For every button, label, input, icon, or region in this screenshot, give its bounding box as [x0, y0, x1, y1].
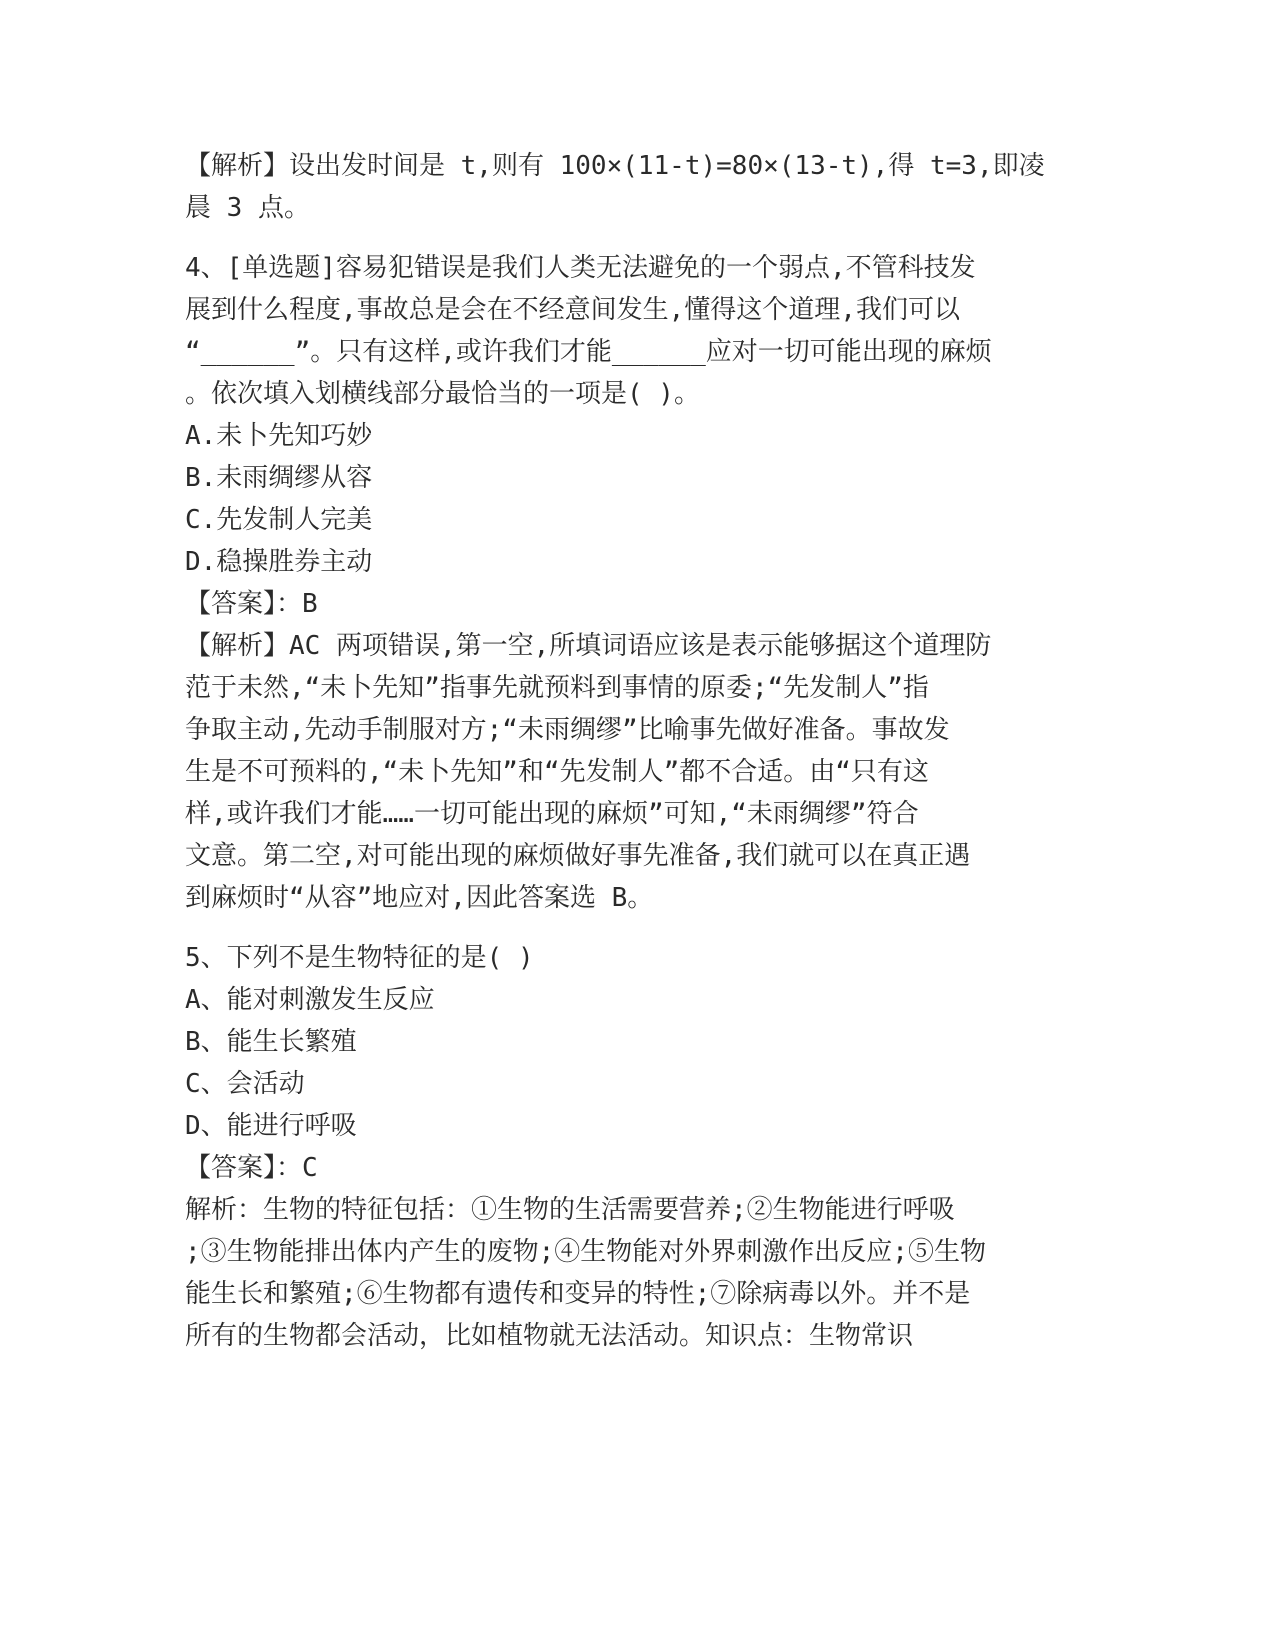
q5-answer: 【答案】：C — [185, 1153, 318, 1183]
q5-option-a: A、能对刺激发生反应 — [185, 985, 435, 1015]
q5-option-d: D、能进行呼吸 — [185, 1111, 357, 1141]
q4-analysis-line: 争取主动,先动手制服对方;“未雨绸缪”比喻事先做好准备。事故发 — [185, 715, 950, 745]
q4-analysis-line: 生是不可预料的,“未卜先知”和“先发制人”都不合适。由“只有这 — [185, 757, 929, 787]
q4-answer: 【答案】：B — [185, 589, 318, 619]
q4-analysis-line: 样,或许我们才能……一切可能出现的麻烦”可知,“未雨绸缪”符合 — [185, 799, 919, 829]
q4-option-d: D.稳操胜券主动 — [185, 547, 373, 577]
q5-analysis-line: 解析：生物的特征包括：①生物的生活需要营养;②生物能进行呼吸 — [185, 1195, 955, 1225]
q4-option-a: A.未卜先知巧妙 — [185, 421, 373, 451]
q4-analysis-line: 文意。第二空,对可能出现的麻烦做好事先准备,我们就可以在真正遇 — [185, 841, 971, 871]
q4-analysis-line: 范于未然,“未卜先知”指事先就预料到事情的原委;“先发制人”指 — [185, 673, 929, 703]
q5-stem: 5、下列不是生物特征的是( ) — [185, 943, 534, 973]
q5-option-b: B、能生长繁殖 — [185, 1027, 357, 1057]
q4-stem-line: “______”。只有这样,或许我们才能______应对一切可能出现的麻烦 — [185, 337, 992, 367]
question-5 — [185, 937, 1025, 1357]
q5-analysis-line: ;③生物能排出体内产生的废物;④生物能对外界刺激作出反应;⑤生物 — [185, 1237, 986, 1267]
q4-stem-line: 4、[单选题]容易犯错误是我们人类无法避免的一个弱点,不管科技发 — [185, 253, 976, 283]
q4-analysis-line: 【解析】AC 两项错误,第一空,所填词语应该是表示能够据这个道理防 — [185, 631, 992, 661]
q4-stem-line: 。依次填入划横线部分最恰当的一项是( )。 — [185, 379, 700, 409]
question-4 — [185, 247, 1025, 919]
q5-analysis-line: 所有的生物都会活动，比如植物就无法活动。知识点：生物常识 — [185, 1321, 914, 1351]
q4-stem-line: 展到什么程度,事故总是会在不经意间发生,懂得这个道理,我们可以 — [185, 295, 960, 325]
q3-analysis-line: 【解析】设出发时间是 t,则有 100×(11-t)=80×(13-t),得 t=3,即凌 — [185, 151, 1045, 181]
q4-analysis-line: 到麻烦时“从容”地应对,因此答案选 B。 — [185, 883, 654, 913]
q3-analysis — [185, 145, 1045, 229]
q3-analysis-line: 晨 3 点。 — [185, 193, 310, 223]
q4-option-b: B.未雨绸缪从容 — [185, 463, 373, 493]
q5-analysis-line: 能生长和繁殖;⑥生物都有遗传和变异的特性;⑦除病毒以外。并不是 — [185, 1279, 971, 1309]
q5-option-c: C、会活动 — [185, 1069, 305, 1099]
q4-option-c: C.先发制人完美 — [185, 505, 373, 535]
